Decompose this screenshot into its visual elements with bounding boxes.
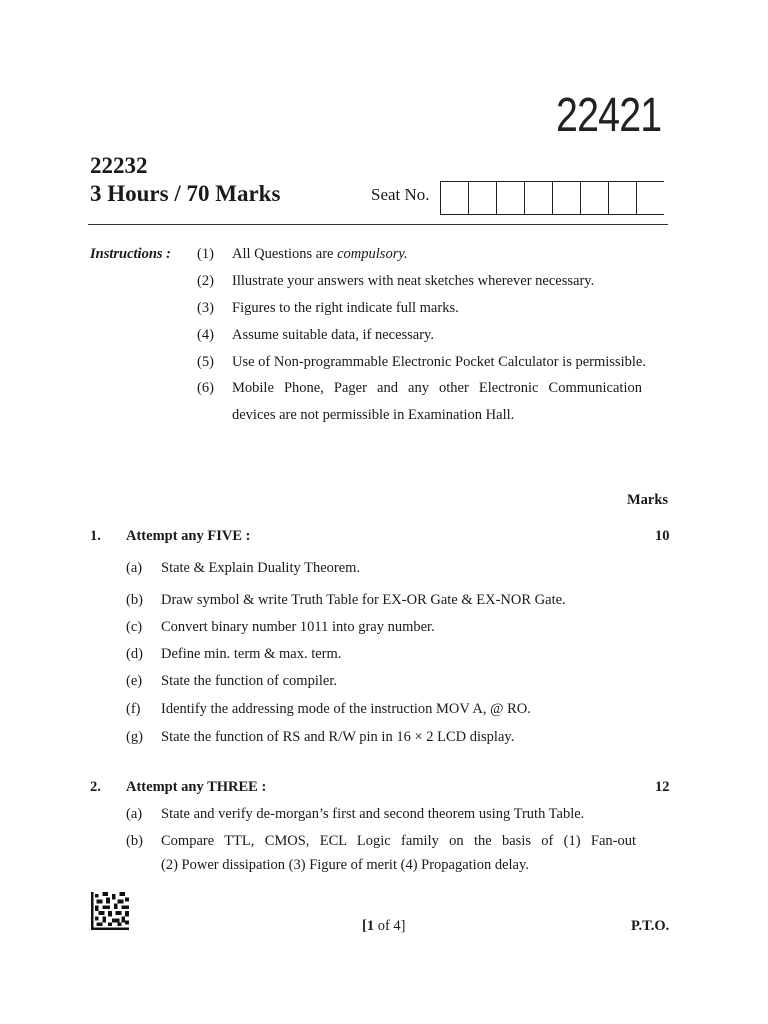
sub-question-label: (c) (126, 619, 143, 635)
seat-box (552, 182, 580, 214)
question-number: 1. (90, 528, 101, 544)
instruction-text: Use of Non-programmable Electronic Pocket Calculator is permissible. (232, 354, 646, 370)
sub-question-text: Convert binary number 1011 into gray number. (161, 619, 435, 635)
instruction-number: (6) (197, 380, 214, 396)
question-marks: 12 (655, 779, 670, 795)
sub-question-label: (b) (126, 833, 143, 849)
question-paper-code: 22421 (556, 89, 662, 142)
instruction-text: Assume suitable data, if necessary. (232, 327, 434, 343)
instruction-text: All Questions are compulsory. (232, 246, 408, 262)
subject-code: 22232 (90, 153, 148, 178)
seat-box (608, 182, 636, 214)
datamatrix-code-icon (91, 892, 129, 930)
seat-box (636, 182, 664, 214)
header-divider (88, 224, 668, 225)
instruction-text: Mobile Phone, Pager and any other Electronic Communication (232, 380, 642, 396)
instruction-number: (4) (197, 327, 214, 343)
question-title: Attempt any FIVE : (126, 528, 251, 544)
instruction-text: Figures to the right indicate full marks. (232, 300, 459, 316)
sub-question-label: (g) (126, 729, 143, 745)
seat-number-label: Seat No. (371, 185, 430, 204)
seat-box (580, 182, 608, 214)
question-marks: 10 (655, 528, 670, 544)
sub-question-text: State & Explain Duality Theorem. (161, 560, 361, 576)
instructions-label: Instructions : (90, 246, 171, 262)
duration-marks: 3 Hours / 70 Marks (90, 181, 281, 206)
sub-question-text: State the function of compiler. (161, 673, 337, 689)
instruction-number: (5) (197, 354, 214, 370)
sub-question-label: (a) (126, 560, 143, 576)
seat-number-boxes (440, 181, 664, 215)
sub-question-text: State the function of RS and R/W pin in 16 × 2 LCD display. (161, 729, 515, 745)
instruction-number: (3) (197, 300, 214, 316)
page-number: [1 of 4] (362, 918, 406, 934)
sub-question-text: Draw symbol & write Truth Table for EX-OR Gate & EX-NOR Gate. (161, 592, 566, 608)
marks-heading: Marks (627, 492, 669, 508)
seat-box (440, 182, 468, 214)
sub-question-label: (b) (126, 592, 143, 608)
question-title: Attempt any THREE : (126, 779, 267, 795)
sub-question-text: Define min. term & max. term. (161, 646, 342, 662)
instruction-text: Illustrate your answers with neat sketches wherever necessary. (232, 273, 595, 289)
sub-question-label: (a) (126, 806, 143, 822)
instruction-text: devices are not permissible in Examination Hall. (232, 407, 515, 423)
instruction-number: (2) (197, 273, 214, 289)
sub-question-text: Identify the addressing mode of the instruction MOV A, @ RO. (161, 701, 531, 717)
seat-box (468, 182, 496, 214)
seat-box (496, 182, 524, 214)
pto-label: P.T.O. (631, 918, 670, 934)
sub-question-label: (e) (126, 673, 143, 689)
sub-question-text: State and verify de-morgan’s first and second theorem using Truth Table. (161, 806, 585, 822)
sub-question-label: (d) (126, 646, 143, 662)
sub-question-text: Compare TTL, CMOS, ECL Logic family on the basis of (1) Fan-out (161, 833, 636, 849)
seat-box (524, 182, 552, 214)
sub-question-text: (2) Power dissipation (3) Figure of merit (4) Propagation delay. (161, 857, 529, 873)
instruction-number: (1) (197, 246, 214, 262)
question-number: 2. (90, 779, 101, 795)
sub-question-label: (f) (126, 701, 141, 717)
